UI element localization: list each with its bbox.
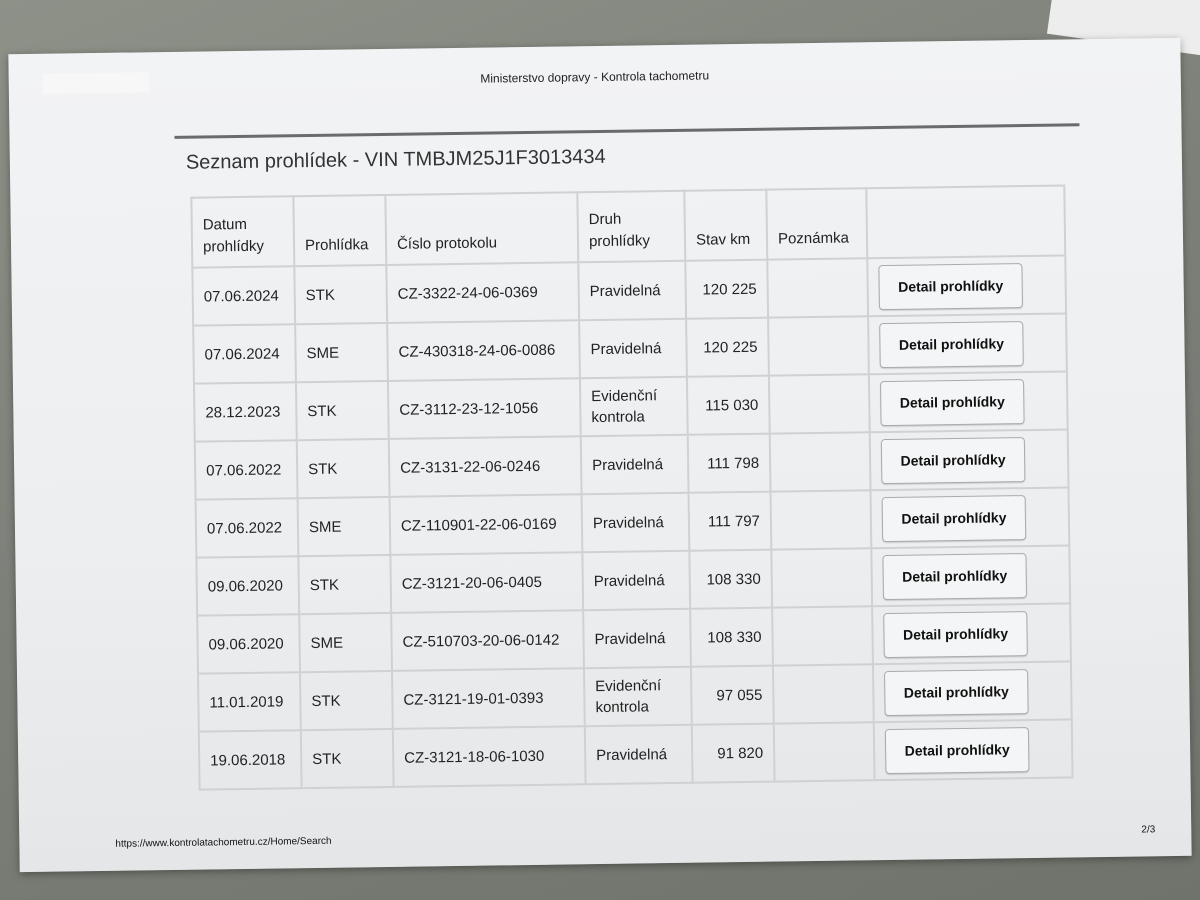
cell-odometer-km: 120 225 <box>686 318 769 377</box>
cell-odometer-km: 108 330 <box>689 550 772 609</box>
cell-action <box>867 255 1066 316</box>
page-title: Seznam prohlídek - VIN TMBJM25J1F3013434 <box>185 145 606 174</box>
column-header-kind: Druh prohlídky <box>577 191 685 262</box>
cell-protocol-number: CZ-3121-20-06-0405 <box>390 552 583 613</box>
cell-odometer-km: 115 030 <box>687 376 770 435</box>
detail-inspection-button[interactable]: Detail prohlídky <box>881 437 1026 484</box>
cell-inspection-kind: Pravidelná <box>579 319 687 378</box>
cell-date: 28.12.2023 <box>194 382 297 441</box>
detail-inspection-button[interactable]: Detail prohlídky <box>878 263 1023 310</box>
cell-inspection-kind: Evidenční kontrola <box>584 667 692 726</box>
cell-odometer-km: 97 055 <box>691 666 774 725</box>
cell-inspection-type: SME <box>295 323 388 382</box>
cell-action <box>874 719 1073 780</box>
cell-date: 09.06.2020 <box>197 614 300 673</box>
cell-protocol-number: CZ-3131-22-06-0246 <box>389 436 582 497</box>
cell-inspection-kind: Pravidelná <box>578 261 686 320</box>
cell-note <box>769 374 870 433</box>
cell-protocol-number: CZ-110901-22-06-0169 <box>390 494 583 555</box>
cell-action <box>871 545 1070 606</box>
cell-note <box>773 664 874 723</box>
cell-action <box>872 603 1071 664</box>
cell-inspection-type: STK <box>300 671 393 730</box>
cell-inspection-kind: Pravidelná <box>585 725 693 784</box>
detail-inspection-button[interactable]: Detail prohlídky <box>882 553 1027 600</box>
cell-protocol-number: CZ-510703-20-06-0142 <box>391 610 584 671</box>
page-header-title: Ministerstvo dopravy - Kontrola tachometru <box>480 68 710 86</box>
detail-inspection-button[interactable]: Detail prohlídky <box>884 669 1029 716</box>
cell-odometer-km: 111 798 <box>688 434 771 493</box>
cell-action <box>871 487 1070 548</box>
cell-date: 07.06.2024 <box>193 324 296 383</box>
detail-inspection-button[interactable]: Detail prohlídky <box>882 495 1027 542</box>
footer-url: https://www.kontrolatachometru.cz/Home/Search <box>115 835 332 850</box>
detail-inspection-button[interactable]: Detail prohlídky <box>885 727 1030 774</box>
cell-odometer-km: 91 820 <box>692 724 775 783</box>
cell-odometer-km: 111 797 <box>689 492 772 551</box>
detail-inspection-button[interactable]: Detail prohlídky <box>880 379 1025 426</box>
cell-action <box>873 661 1072 722</box>
cell-date: 19.06.2018 <box>199 730 302 789</box>
cell-inspection-type: STK <box>298 555 391 614</box>
cell-protocol-number: CZ-3112-23-12-1056 <box>388 378 581 439</box>
cell-inspection-kind: Pravidelná <box>582 493 690 552</box>
cell-odometer-km: 108 330 <box>690 608 773 667</box>
column-header-action <box>866 185 1065 258</box>
cell-inspection-type: SME <box>299 613 392 672</box>
column-header-note: Poznámka <box>766 188 867 259</box>
cell-action <box>870 429 1069 490</box>
cell-protocol-number: CZ-3121-19-01-0393 <box>392 668 585 729</box>
cell-inspection-kind: Pravidelná <box>581 435 689 494</box>
inspections-table-container <box>190 184 1073 790</box>
detail-inspection-button[interactable]: Detail prohlídky <box>879 321 1024 368</box>
table-header-row <box>191 185 1065 267</box>
cell-inspection-type: STK <box>297 439 390 498</box>
cell-inspection-type: STK <box>296 381 389 440</box>
cell-note <box>771 548 872 607</box>
cell-note <box>770 432 871 491</box>
detail-inspection-button[interactable]: Detail prohlídky <box>883 611 1028 658</box>
cell-protocol-number: CZ-430318-24-06-0086 <box>387 320 580 381</box>
column-header-km: Stav km <box>684 190 767 261</box>
cell-action <box>869 371 1068 432</box>
cell-inspection-type: STK <box>301 729 394 788</box>
table-row <box>199 719 1073 789</box>
cell-protocol-number: CZ-3322-24-06-0369 <box>386 262 579 323</box>
cell-note <box>774 722 875 781</box>
cell-date: 07.06.2024 <box>192 266 295 325</box>
cell-inspection-type: STK <box>294 265 387 324</box>
header-divider <box>175 123 1080 139</box>
cell-note <box>772 606 873 665</box>
column-header-protocol: Číslo protokolu <box>385 192 578 265</box>
cell-protocol-number: CZ-3121-18-06-1030 <box>393 726 586 787</box>
cell-inspection-type: SME <box>298 497 391 556</box>
cell-date: 07.06.2022 <box>196 498 299 557</box>
cell-note <box>768 316 869 375</box>
cell-action <box>868 313 1067 374</box>
cell-note <box>771 490 872 549</box>
cell-inspection-kind: Pravidelná <box>582 551 690 610</box>
cell-inspection-kind: Evidenční kontrola <box>580 377 688 436</box>
cell-odometer-km: 120 225 <box>685 260 768 319</box>
cell-note <box>767 258 868 317</box>
column-header-date: Datum prohlídky <box>191 196 294 267</box>
cell-inspection-kind: Pravidelná <box>583 609 691 668</box>
column-header-inspection: Prohlídka <box>293 195 386 266</box>
footer-page-number: 2/3 <box>1141 824 1156 836</box>
printed-page <box>8 38 1191 872</box>
cell-date: 07.06.2022 <box>195 440 298 499</box>
cell-date: 11.01.2019 <box>198 672 301 731</box>
cell-date: 09.06.2020 <box>196 556 299 615</box>
inspections-table <box>190 184 1073 790</box>
